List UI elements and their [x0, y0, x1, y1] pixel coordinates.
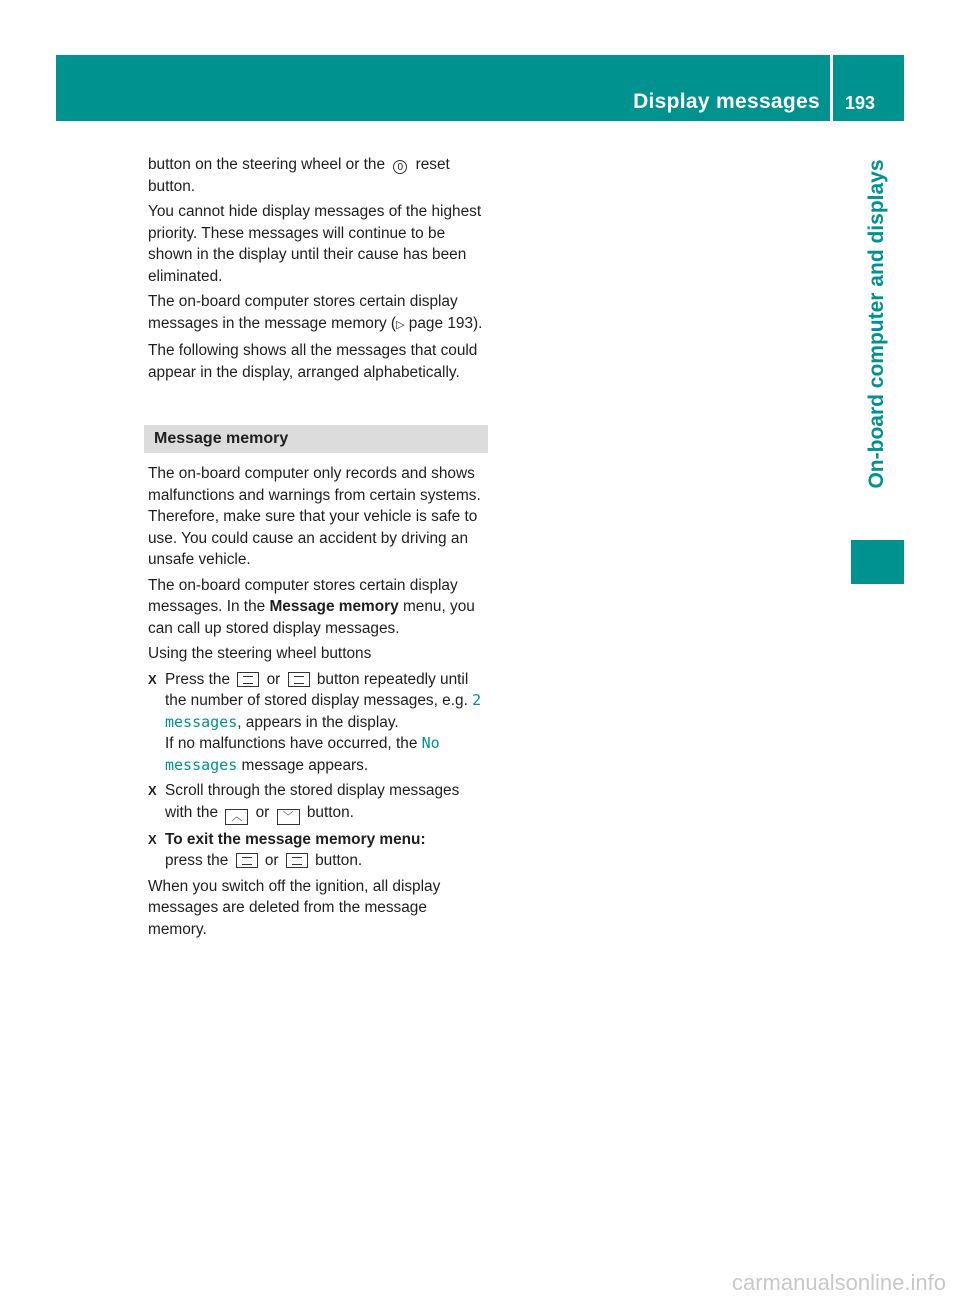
step-bullet: X [148, 831, 157, 847]
section-paragraph-1: The on-board computer only records and shows malfunctions and warnings from certain systems. Therefore, make sure that your vehicle is safe to use. You could cause an accident by driving an unsafe vehicle. [148, 465, 481, 568]
step-bullet: X [148, 671, 157, 687]
display-message-no-messages: No messages [165, 734, 440, 774]
section-paragraph-4: When you switch off the ignition, all display messages are deleted from the message memory. [148, 877, 441, 938]
intro-paragraph-2: You cannot hide display messages of the highest priority. These messages will continue to be shown in the display until their cause has been eliminated. [148, 203, 482, 285]
step-3: X To exit the message memory menu: press the or button. [148, 830, 426, 869]
back-button-icon [237, 672, 259, 687]
intro-paragraph-1: button on the steering wheel or the 0 reset button. [148, 156, 450, 195]
intro-paragraph-3: The on-board computer stores certain display messages in the message memory (▷ page 193). [148, 293, 483, 332]
step-2: X Scroll through the stored display messages with the ︿ or ﹀ button. [148, 782, 460, 823]
display-message-2-messages: 2 messages [165, 691, 482, 731]
chapter-marker [851, 540, 904, 584]
intro-paragraph-4: The following shows all the messages that could appear in the display, arranged alphabetically. [148, 342, 478, 381]
back-button-icon [236, 853, 258, 868]
chapter-tab-label: On-board computer and displays [865, 159, 888, 489]
reset-button-icon: 0 [393, 160, 407, 174]
step-bullet: X [148, 783, 157, 798]
header-separator [830, 55, 833, 121]
forward-button-icon [288, 672, 310, 687]
page-title: Display messages [633, 90, 820, 113]
page-number: 193 [845, 93, 876, 113]
section-paragraph-3: Using the steering wheel buttons [148, 645, 372, 662]
main-content [148, 154, 484, 944]
up-button-icon: ︿ [225, 809, 248, 825]
forward-button-icon [286, 853, 308, 868]
section-heading: Message memory [144, 425, 488, 453]
page-reference-icon: ▷ [396, 318, 405, 331]
step-1: X Press the or button repeatedly until the number of stored display messages, e.g. 2 messages, appears in the display. If no malfunctions have occurred, the No messages message appears. [148, 670, 482, 774]
down-button-icon: ﹀ [277, 809, 300, 825]
watermark: carmanualsonline.info [731, 1270, 946, 1295]
section-paragraph-2: The on-board computer stores certain display messages. In the Message memory menu, you can call up stored display messages. [148, 576, 475, 637]
